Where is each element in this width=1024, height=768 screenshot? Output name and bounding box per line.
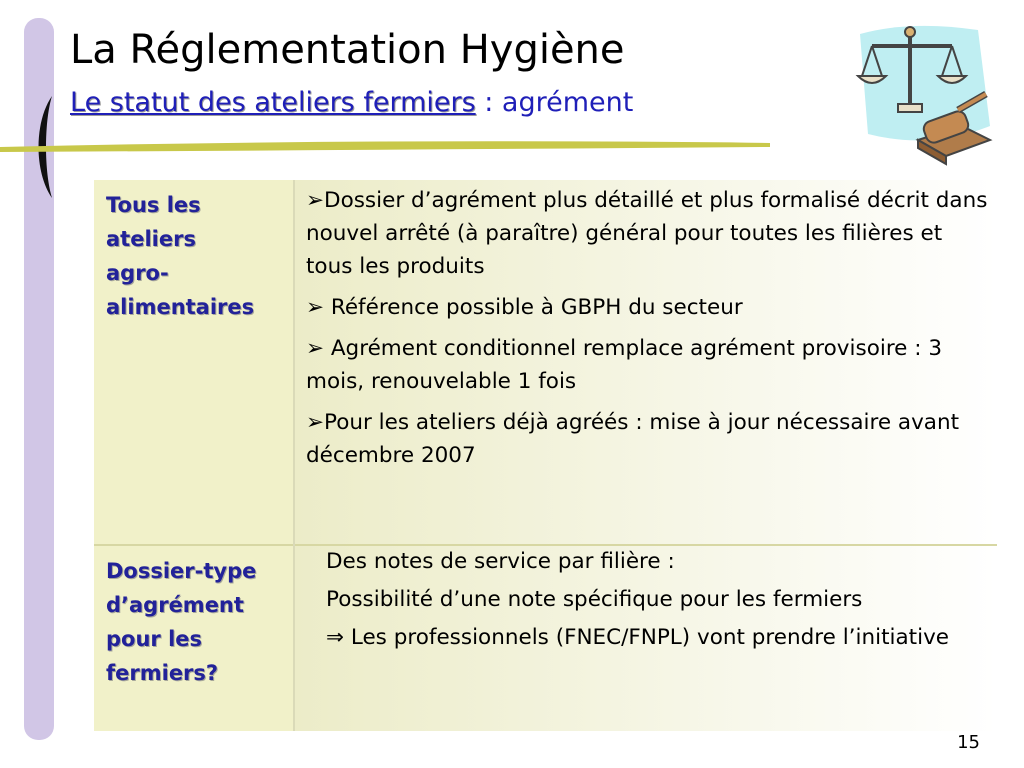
implies-arrow-icon: ⇒ bbox=[326, 625, 345, 650]
row2-line: Possibilité d’une note spécifique pour les fermiers bbox=[326, 587, 863, 612]
bullet-item bbox=[306, 184, 991, 283]
column-divider bbox=[293, 180, 295, 731]
row2-heading-cell bbox=[94, 546, 294, 731]
row2-heading-line: d’agrément bbox=[106, 593, 244, 617]
arrow-bullet-icon: ➢ bbox=[306, 336, 325, 361]
row1-content-cell bbox=[294, 180, 997, 544]
row2-line: Des notes de service par filière : bbox=[326, 549, 675, 574]
row2-line bbox=[326, 624, 991, 651]
slide-subtitle bbox=[70, 88, 633, 118]
slide-title: La Réglementation Hygiène bbox=[70, 27, 625, 73]
row2-heading-line: pour les bbox=[106, 627, 203, 651]
subtitle-rest: : agrément bbox=[475, 87, 634, 118]
page-number: 15 bbox=[957, 732, 980, 753]
bullet-item bbox=[306, 332, 991, 398]
row1-heading-line: alimentaires bbox=[106, 295, 255, 319]
row2-heading-line: fermiers? bbox=[106, 661, 219, 685]
bullet-text: Agrément conditionnel remplace agrément provisoire : 3 mois, renouvelable 1 fois bbox=[306, 336, 943, 394]
row2-line-text: Les professionnels (FNEC/FNPL) vont prendre l’initiative bbox=[344, 625, 950, 650]
row1-heading bbox=[106, 188, 286, 324]
bullet-item bbox=[306, 406, 991, 472]
row2-text-block bbox=[326, 548, 991, 662]
content-table bbox=[94, 180, 997, 731]
row1-heading-line: Tous les bbox=[106, 193, 201, 217]
row1-bullet-list bbox=[306, 184, 991, 480]
row2-heading-line: Dossier-type bbox=[106, 559, 257, 583]
arrow-bullet-icon: ➢ bbox=[306, 410, 325, 435]
arrow-bullet-icon: ➢ bbox=[306, 295, 325, 320]
bullet-item bbox=[306, 291, 991, 324]
row1-heading-line: agro- bbox=[106, 261, 169, 285]
scales-and-gavel-icon bbox=[850, 16, 1000, 166]
row2-content-cell bbox=[294, 546, 997, 731]
arrow-bullet-icon: ➢ bbox=[306, 188, 325, 213]
row1-heading-cell bbox=[94, 180, 294, 544]
bullet-text: Référence possible à GBPH du secteur bbox=[324, 295, 743, 320]
row2-heading bbox=[106, 554, 286, 690]
title-underline-rule bbox=[0, 136, 770, 156]
row1-heading-line: ateliers bbox=[106, 227, 196, 251]
bullet-text: Dossier d’agrément plus détaillé et plus formalisé décrit dans nouvel arrêté (à paraître) général pour toutes les filières et tous les produits bbox=[306, 188, 988, 279]
bullet-text: Pour les ateliers déjà agréés : mise à jour nécessaire avant décembre 2007 bbox=[306, 410, 960, 468]
subtitle-emphasis: Le statut des ateliers fermiers bbox=[70, 87, 476, 118]
